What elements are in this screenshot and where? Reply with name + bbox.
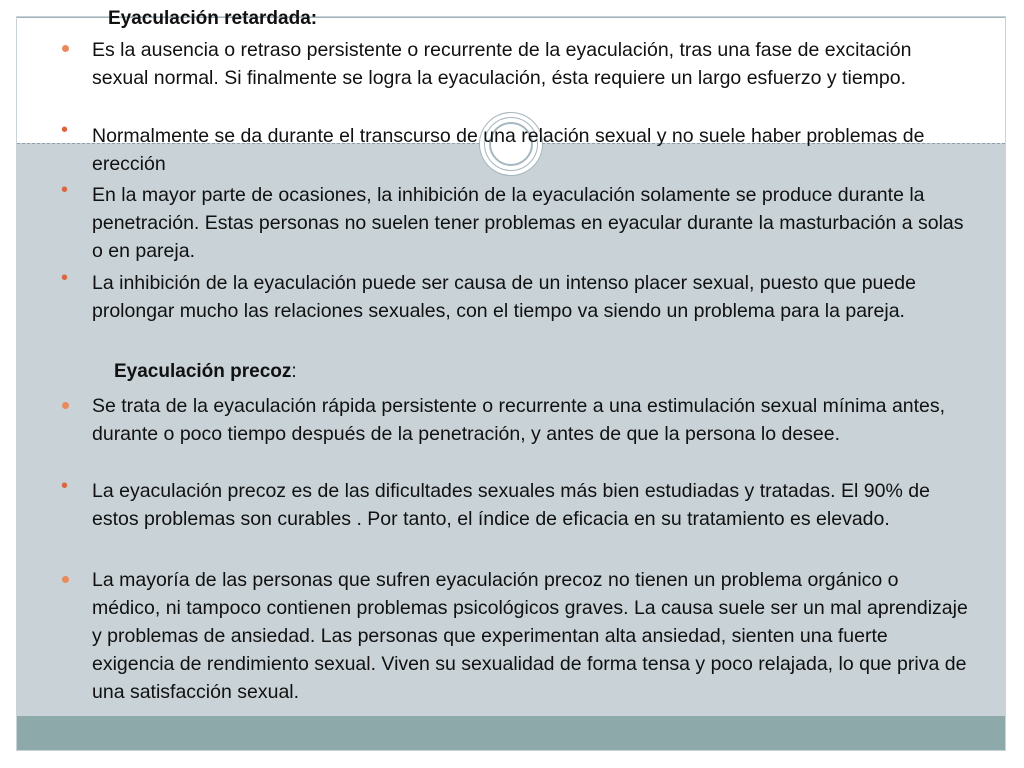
- heading-eyaculacion-precoz: [114, 361, 297, 383]
- bullet-dot-icon: [62, 45, 72, 55]
- bullet-item-2: Normalmente se da durante el transcurso de una relación sexual y no suele haber problemas de erección: [92, 125, 925, 175]
- bullet-dot-icon: [62, 576, 72, 586]
- bullet-dot-icon: [62, 131, 72, 141]
- bullet-item-6: La eyaculación precoz es de las dificultades sexuales más bien estudiadas y tratadas. El 90% de estos problemas son curables . Por tanto, el índice de eficacia en su tratamiento es elevado.: [92, 480, 930, 530]
- bullet-dot-icon: [62, 402, 72, 412]
- heading-eyaculacion-retardada: Eyaculación retardada:: [108, 8, 318, 29]
- bullet-item-7: La mayoría de las personas que sufren eyaculación precoz no tienen un problema orgánico o médico, ni tampoco contienen problemas psicológicos graves. La causa suele ser un mal aprendizaje y problemas de ansiedad. Las personas que experimentan alta ansiedad, sienten una fuerte exigencia de rendimiento sexual. Viven su sexualidad de forma tensa y poco relajada, lo que priva de una satisfacción sexual.: [92, 569, 968, 703]
- bullet-item-5: Se trata de la eyaculación rápida persistente o recurrente a una estimulación sexual mínima antes, durante o poco tiempo después de la penetración, y antes de que la persona lo desee.: [92, 395, 946, 445]
- heading-precoz-colon: :: [291, 361, 297, 382]
- heading-precoz-text: Eyaculación precoz: [114, 361, 292, 382]
- bullet-dot-icon: [62, 279, 72, 289]
- bullet-item-1: Es la ausencia o retraso persistente o recurrente de la eyaculación, tras una fase de excitación sexual normal. Si finalmente se logra la eyaculación, ésta requiere un largo esfuerzo y tiempo.: [92, 39, 912, 89]
- bullet-dot-icon: [62, 191, 72, 201]
- bullet-dot-icon: [62, 487, 72, 497]
- bullet-item-3: En la mayor parte de ocasiones, la inhibición de la eyaculación solamente se produce durante la penetración. Estas personas no suelen tener problemas en eyacular durante la masturbación a solas o en pareja.: [92, 184, 964, 262]
- bullet-item-4: La inhibición de la eyaculación puede ser causa de un intenso placer sexual, puesto que puede prolongar mucho las relaciones sexuales, con el tiempo va siendo un problema para la pareja.: [92, 272, 916, 322]
